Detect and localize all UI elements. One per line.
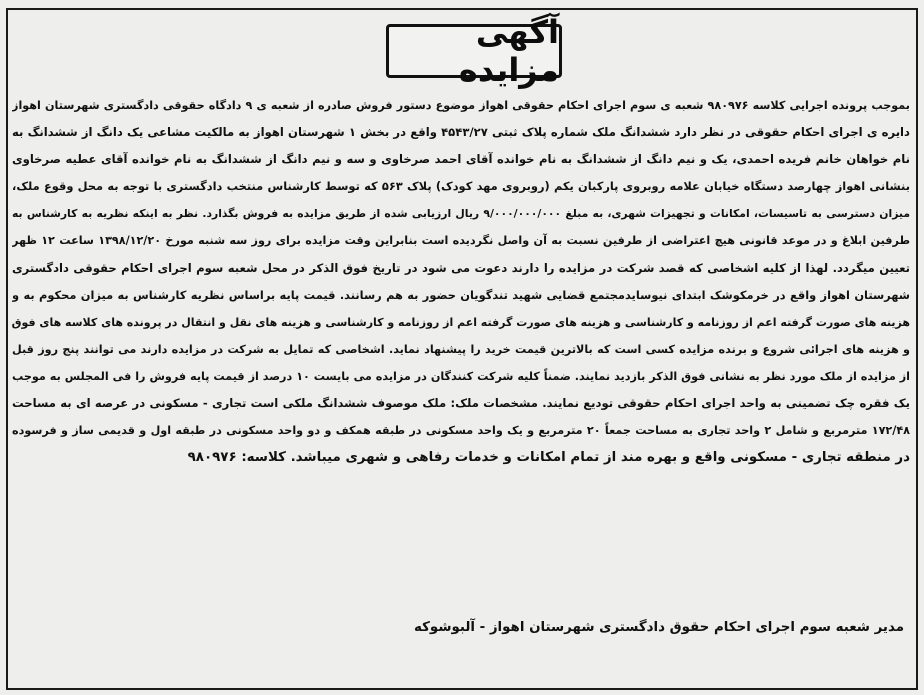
title-box xyxy=(386,13,562,89)
body-line: در منطقه تجاری - مسکونی واقع و بهره مند از تمام امکانات و خدمات رفاهی و شهری میباشد. کلاسه: ۹۸۰۹۷۶ xyxy=(187,450,910,466)
body-line: میزان دسترسی به تاسیسات، امکانات و تجهیزات شهری، به مبلغ ۹/۰۰۰/۰۰۰/۰۰۰ ریال ارزیابی شده از طریق مزایده به فروش بگذارد. نظر به اینکه نظریه به کارشناس به xyxy=(12,207,910,221)
signature-line: مدیر شعبه سوم اجرای احکام حقوق دادگستری شهرستان اهواز - آلبوشوکه xyxy=(414,620,904,635)
body-line: شهرستان اهواز واقع در خرمکوشک ابتدای نیوسایدمجتمع قضایی شهید تندگویان حضور به هم رسانند. قیمت پایه براساس نظریه کارشناس به میزان محکوم به و xyxy=(12,287,910,302)
body-line: و هزینه های اجرائی شروع و برنده مزایده کسی است که بالاترین قیمت خرید را پیشنهاد نماید. اشخاصی که تمایل به شرکت در مزایده دارند می توانند پنج روز قبل xyxy=(12,342,910,356)
body-line: بنشانی اهواز چهارصد دستگاه خیابان علامه روبروی پارکبان یکم (روبروی مهد کودک) پلاک ۵۶۳ که توسط کارشناس منتخب دادگستری با توجه به محل وقوع ملک، xyxy=(12,179,910,194)
body-line: هزینه های صورت گرفته اعم از روزنامه و کارشناسی و هزینه های صورت گرفته اعم از روزنامه و کارشناسی و هزینه های نقل و انتقال در پرونده های کلاسه های فوق xyxy=(12,315,910,329)
body-line: بموجب پرونده اجرایی کلاسه ۹۸۰۹۷۶ شعبه ی سوم اجرای احکام حقوقی اهواز موضوع دستور فروش صادره از شعبه ی ۹ دادگاه حقوقی دادگستری شهرستان اهواز xyxy=(12,99,910,112)
body-line: از مزایده از ملک مورد نظر به نشانی فوق الذکر بازدید نمایند. ضمناً کلیه شرکت کنندگان در مزایده می بایست ۱۰ درصد از قیمت پایه فروش را فی المجلس به موجب xyxy=(12,369,910,383)
body-line: تعیین میگردد. لهذا از کلیه اشخاصی که قصد شرکت در مزایده را دارند دعوت می شود در تاریخ فوق الذکر در محل شعبه سوم اجرای احکام حقوقی دادگستری xyxy=(12,260,910,275)
body-line: یک فقره چک تضمینی به واحد اجرای احکام حقوقی تودیع نمایند. مشخصات ملک: ملک موصوف ششدانگ ملکی است تجاری - مسکونی در عرصه ای به مساحت xyxy=(12,396,910,411)
notice-title: آگهی مزایده xyxy=(458,13,559,89)
body-line: ۱۷۲/۴۸ مترمربع و شامل ۲ واحد تجاری به مساحت جمعاً ۲۰ مترمربع و یک واحد مسکونی در طبقه همکف و دو واحد مسکونی در طبقه اول و قدیمی ساز و فرسوده xyxy=(12,424,910,438)
body-line: دایره ی اجرای احکام حقوقی در نظر دارد ششدانگ ملک شماره پلاک ثبتی ۴۵۴۳/۲۷ واقع در بخش ۱ شهرستان اهواز به مالکیت مشاعی یک دانگ از ششدانگ به xyxy=(12,125,910,140)
body-line: نام خواهان خانم فریده احمدی، یک و نیم دانگ از ششدانگ به نام خوانده آقای احمد صرخاوی و سه و نیم دانگ از ششدانگ به نام خوانده آقای عطیه صرخاوی xyxy=(12,152,910,167)
notice-body xyxy=(12,92,910,471)
body-line: طرفین ابلاغ و در موعد قانونی هیچ اعتراضی از طرفین نسبت به آن واصل نگردیده است بنابراین وقت مزایده برای روز سه شنبه مورخ ۱۳۹۸/۱۲/۲۰ ساعت ۱۲ ظهر xyxy=(12,234,910,248)
